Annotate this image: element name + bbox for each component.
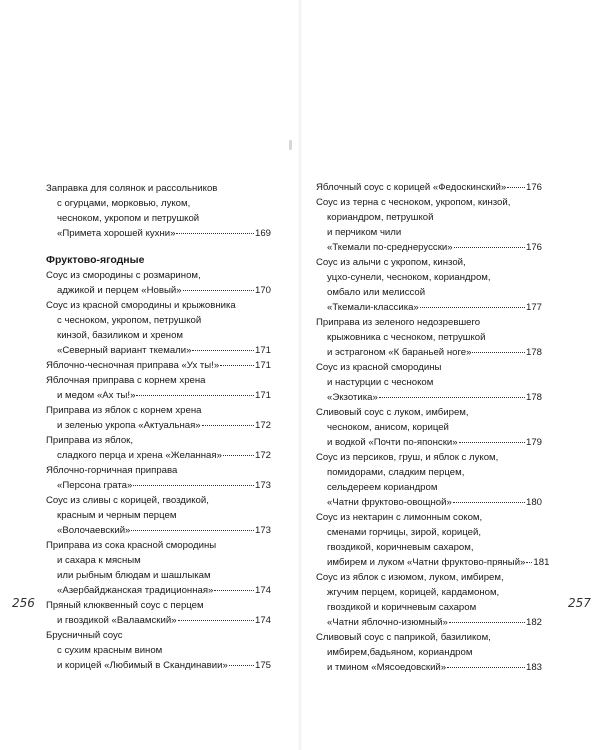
- dot-leader: [220, 364, 254, 366]
- toc-entry-line: [46, 283, 271, 298]
- toc-entry: [316, 195, 542, 255]
- toc-entry-line: Соус из персиков, груш, и яблок с луком,: [316, 452, 499, 463]
- toc-entry-line: Соус из нектарин с лимонным соком,: [316, 512, 483, 523]
- toc-entry-line: и сахара к мясным: [57, 555, 141, 566]
- toc-page-number: 180: [525, 497, 542, 508]
- toc-entry: [46, 298, 271, 358]
- toc-page-number: 173: [254, 525, 271, 536]
- toc-entry-line: [46, 478, 271, 493]
- toc-page-number: 178: [525, 392, 542, 403]
- toc-entry: [46, 493, 271, 538]
- dot-leader: [183, 289, 254, 291]
- toc-entry-text: «Ткемали по-среднерусски»: [327, 242, 453, 253]
- section-heading: Фруктово-ягодные: [46, 254, 145, 266]
- toc-entry-line: [316, 300, 542, 315]
- toc-entry-line: чесноком, укропом и петрушкой: [57, 213, 200, 224]
- dot-leader: [136, 394, 254, 396]
- dot-leader: [202, 424, 254, 426]
- toc-entry-line: Приправа из яблок с корнем хрена: [46, 405, 202, 416]
- toc-entry-line: [46, 448, 271, 463]
- dot-leader: [133, 484, 254, 486]
- toc-entry: [46, 268, 271, 298]
- dot-leader: [454, 246, 525, 248]
- dot-leader: [507, 186, 525, 188]
- toc-entry: [46, 181, 271, 241]
- toc-entry-line: сельдереем кориандром: [327, 482, 438, 493]
- toc-entry-line: Заправка для солянок и рассольников: [46, 183, 218, 194]
- dot-leader: [223, 454, 254, 456]
- toc-entry-line: красным и черным перцем: [57, 510, 177, 521]
- toc-entry-line: с сухим красным вином: [57, 645, 163, 656]
- toc-entry-line: Сливовый соус с паприкой, базиликом,: [316, 632, 491, 643]
- toc-entry: [316, 255, 542, 315]
- toc-entry-line: и перчиком чили: [327, 227, 402, 238]
- toc-entry-line: жгучим перцем, корицей, кардамоном,: [327, 587, 500, 598]
- right-entries: [316, 180, 550, 675]
- toc-page-number: 183: [525, 662, 542, 673]
- toc-entry-text: аджикой и перцем «Новый»: [57, 285, 182, 296]
- toc-entry: [46, 433, 271, 463]
- toc-entry-line: [46, 343, 271, 358]
- toc-entry: [316, 315, 542, 360]
- dot-leader: [192, 349, 254, 351]
- toc-entry: [316, 510, 550, 570]
- toc-entry-line: Соус из смородины с розмарином,: [46, 270, 201, 281]
- page-number-right: 257: [568, 596, 591, 610]
- toc-entry-line: [46, 658, 271, 673]
- toc-entry-line: [46, 583, 271, 598]
- toc-entry: [46, 373, 271, 403]
- toc-entry-text: и медом «Ах ты!»: [57, 390, 136, 401]
- toc-entry-line: [316, 435, 542, 450]
- page-number-left: 256: [12, 596, 35, 610]
- toc-page-number: 170: [254, 285, 271, 296]
- toc-entry-line: сменами горчицы, зирой, корицей,: [327, 527, 482, 538]
- toc-entry-line: [46, 226, 271, 241]
- toc-entry-line: Приправа из сока красной смородины: [46, 540, 217, 551]
- toc-entry-line: омбало или мелиссой: [327, 287, 426, 298]
- toc-entry: [316, 450, 542, 510]
- toc-entry-line: кинзой, базиликом и хреном: [57, 330, 184, 341]
- toc-entry-text: и тмином «Мясоедовский»: [327, 662, 447, 673]
- toc-entry-line: имбирем,бадьяном, кориандром: [327, 647, 473, 658]
- dot-leader: [447, 666, 525, 668]
- toc-entry: [316, 630, 542, 675]
- toc-entry-line: [316, 555, 550, 570]
- toc-entry-line: крыжовника с чесноком, петрушкой: [327, 332, 486, 343]
- toc-entry-line: Приправа из яблок,: [46, 435, 134, 446]
- toc-entry: [46, 463, 271, 493]
- dot-leader: [526, 561, 532, 563]
- dot-leader: [379, 396, 525, 398]
- toc-entry-line: Сливовый соус с луком, имбирем,: [316, 407, 469, 418]
- toc-entry-line: Соус из алычи с укропом, кинзой,: [316, 257, 466, 268]
- dot-leader: [229, 664, 254, 666]
- toc-page-number: 179: [525, 437, 542, 448]
- toc-entry: [316, 570, 542, 630]
- toc-entry-line: с огурцами, морковью, луком,: [57, 198, 191, 209]
- toc-entry-text: Яблочный соус с корицей «Федоскинский»: [316, 182, 507, 193]
- left-top-entries: [46, 181, 271, 241]
- toc-entry-line: чесноком, анисом, корицей: [327, 422, 449, 433]
- toc-page-number: 169: [254, 228, 271, 239]
- toc-entry: [46, 598, 271, 628]
- toc-page-number: 171: [254, 360, 271, 371]
- dot-leader: [449, 621, 525, 623]
- toc-entry-line: Соус из красной смородины и крыжовника: [46, 300, 236, 311]
- left-section-entries: [46, 268, 271, 673]
- toc-entry-line: гвоздикой, коричневым сахаром,: [327, 542, 474, 553]
- toc-entry-text: и зеленью укропа «Актуальная»: [57, 420, 201, 431]
- toc-entry-text: и эстрагоном «К бараньей ноге»: [327, 347, 472, 358]
- toc-page-number: 174: [254, 585, 271, 596]
- toc-entry-text: «Примета хорошей кухни»: [57, 228, 176, 239]
- toc-entry-line: [46, 388, 271, 403]
- toc-page-number: 173: [254, 480, 271, 491]
- dot-leader: [178, 619, 254, 621]
- dot-leader: [472, 351, 525, 353]
- toc-entry-line: Брусничный соус: [46, 630, 123, 641]
- toc-entry-line: [46, 523, 271, 538]
- toc-entry: [316, 405, 542, 450]
- toc-page-number: 181: [533, 557, 550, 568]
- toc-entry-line: [316, 660, 542, 675]
- dot-leader: [214, 589, 254, 591]
- toc-page-number: 175: [254, 660, 271, 671]
- dot-leader: [453, 501, 525, 503]
- toc-entry-text: «Чатни фруктово-овощной»: [327, 497, 452, 508]
- toc-page-number: 176: [525, 242, 542, 253]
- toc-entry-line: гвоздикой и коричневым сахаром: [327, 602, 477, 613]
- toc-entry-line: [316, 345, 542, 360]
- toc-entry-line: с чесноком, укропом, петрушкой: [57, 315, 202, 326]
- toc-entry-line: Приправа из зеленого недозревшего: [316, 317, 481, 328]
- dot-leader: [176, 232, 254, 234]
- toc-entry-line: Соус из терна с чесноком, укропом, кинзой,: [316, 197, 511, 208]
- toc-entry: [46, 538, 271, 598]
- toc-entry-line: Яблочно-горчичная приправа: [46, 465, 178, 476]
- toc-entry: [46, 358, 271, 373]
- toc-page-number: 182: [525, 617, 542, 628]
- toc-page-number: 178: [525, 347, 542, 358]
- toc-page-number: 176: [525, 182, 542, 193]
- gutter-mark: [289, 140, 292, 150]
- toc-entry: [46, 403, 271, 433]
- toc-entry-line: Соус из сливы с корицей, гвоздикой,: [46, 495, 209, 506]
- toc-entry-text: «Волочаевский»: [57, 525, 131, 536]
- toc-entry-line: и настурции с чесноком: [327, 377, 434, 388]
- toc-entry-text: «Ткемали-классика»: [327, 302, 419, 313]
- toc-page-number: 171: [254, 390, 271, 401]
- right-page: [300, 0, 600, 750]
- toc-entry-text: «Персона грата»: [57, 480, 133, 491]
- toc-entry-line: [46, 358, 271, 373]
- toc-page-number: 172: [254, 450, 271, 461]
- toc-entry-line: Соус из яблок с изюмом, луком, имбирем,: [316, 572, 504, 583]
- toc-entry: [46, 628, 271, 673]
- toc-entry-text: и корицей «Любимый в Скандинавии»: [57, 660, 228, 671]
- toc-entry-text: «Азербайджанская традиционная»: [57, 585, 214, 596]
- toc-entry-line: [316, 390, 542, 405]
- toc-entry-line: [46, 613, 271, 628]
- toc-entry-line: [316, 615, 542, 630]
- toc-entry: [316, 360, 542, 405]
- toc-entry-line: Соус из красной смородины: [316, 362, 442, 373]
- toc-entry: [316, 180, 542, 195]
- toc-entry-line: [46, 418, 271, 433]
- dot-leader: [420, 306, 525, 308]
- toc-entry-text: и водкой «Почти по-японски»: [327, 437, 458, 448]
- toc-entry-line: или рыбным блюдам и шашлыкам: [57, 570, 211, 581]
- toc-entry-text: и гвоздикой «Валаамский»: [57, 615, 177, 626]
- toc-entry-line: [316, 495, 542, 510]
- toc-page-number: 172: [254, 420, 271, 431]
- toc-entry-line: Яблочная приправа с корнем хрена: [46, 375, 206, 386]
- right-toc: [316, 180, 550, 675]
- toc-entry-text: имбирем и луком «Чатни фруктово-пряный»: [327, 557, 526, 568]
- toc-entry-text: сладкого перца и хрена «Желанная»: [57, 450, 222, 461]
- toc-entry-line: [316, 180, 542, 195]
- toc-entry-line: [316, 240, 542, 255]
- toc-entry-line: кориандром, петрушкой: [327, 212, 434, 223]
- toc-page-number: 171: [254, 345, 271, 356]
- left-toc: [46, 181, 271, 673]
- toc-entry-line: помидорами, сладким перцем,: [327, 467, 465, 478]
- toc-page-number: 174: [254, 615, 271, 626]
- dot-leader: [131, 529, 254, 531]
- toc-entry-text: «Северный вариант ткемали»: [57, 345, 192, 356]
- toc-entry-text: Яблочно-чесночная приправа «Ух ты!»: [46, 360, 220, 371]
- dot-leader: [459, 441, 525, 443]
- toc-entry-text: «Экзотика»: [327, 392, 378, 403]
- toc-entry-line: Пряный клюквенный соус с перцем: [46, 600, 204, 611]
- toc-entry-text: «Чатни яблочно-изюмный»: [327, 617, 448, 628]
- toc-entry-line: уцхо-сунели, чесноком, кориандром,: [327, 272, 491, 283]
- toc-page-number: 177: [525, 302, 542, 313]
